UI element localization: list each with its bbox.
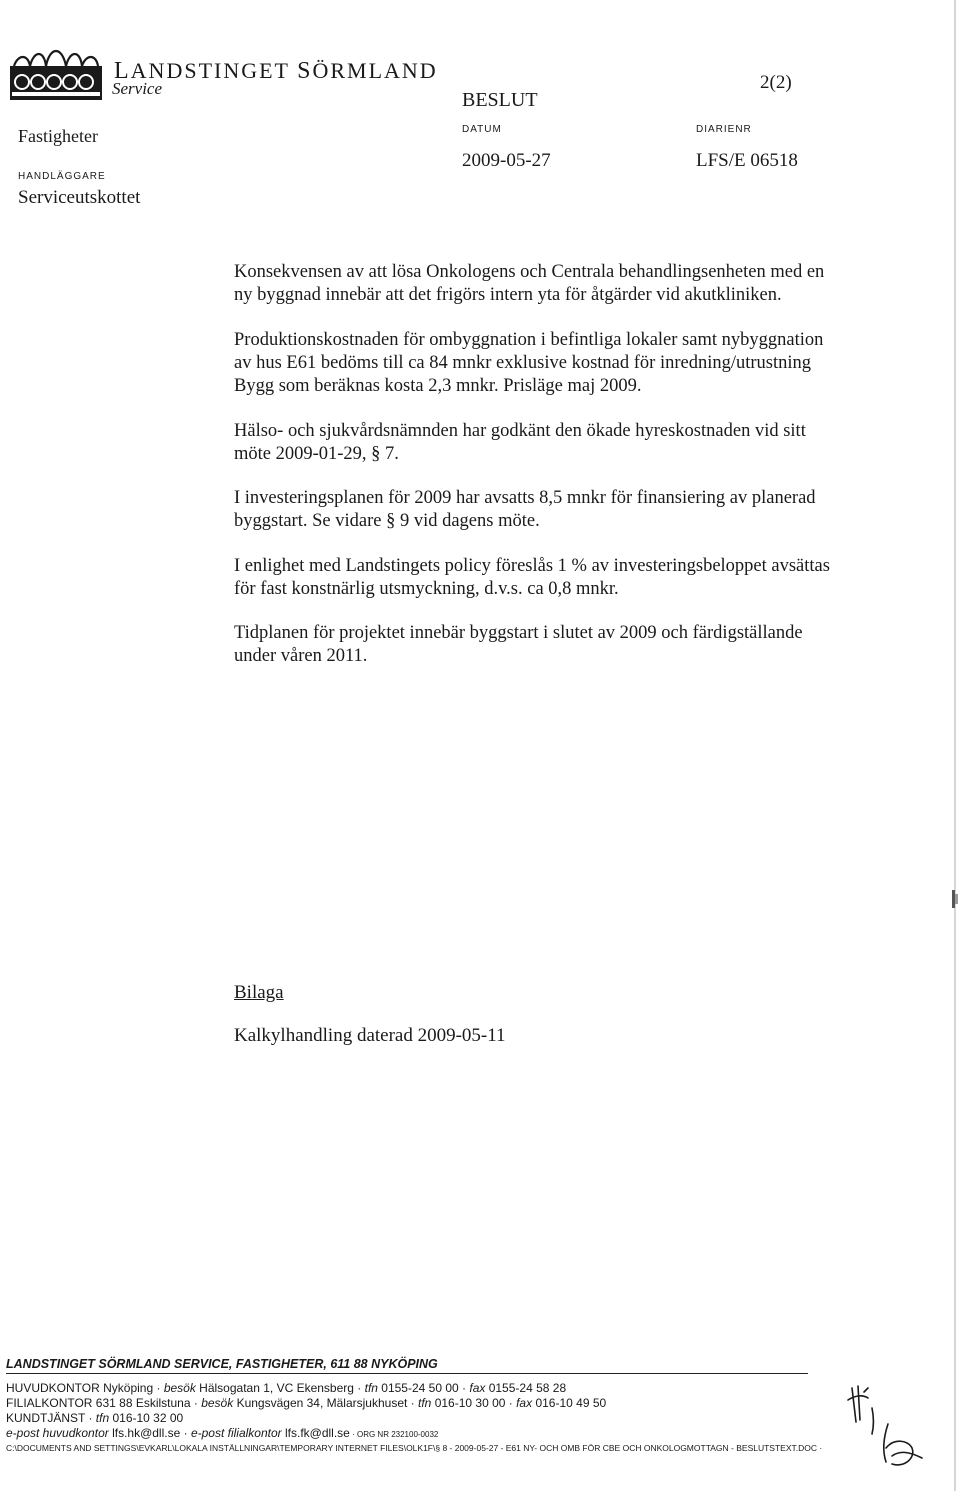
text-line: Bygg som beräknas kosta 2,3 mnkr. Prisläge maj 2009. (234, 376, 642, 396)
handlaggare: Serviceutskottet (18, 187, 141, 208)
text-line: av hus E61 bedöms till ca 84 mnkr exklusive kostnad för inredning/utrustning (234, 353, 812, 373)
text-line: Tidplanen för projektet innebär byggstart i slutet av 2009 och färdigställande (234, 623, 803, 643)
attachment-item: Kalkylhandling daterad 2009-05-11 (234, 1025, 506, 1046)
diarie-label: DIARIENR (696, 124, 752, 135)
text-line: ny byggnad innebär att det frigörs intern yta för åtgärder vid akutkliniken. (234, 285, 782, 305)
paragraph-art-policy (234, 555, 874, 601)
diary-number: LFS/E 06518 (696, 150, 798, 171)
footer-email: e-post huvudkontor lfs.hk@dll.se · e-post filialkontor lfs.fk@dll.se · ORG NR 232100-0032 (6, 1426, 439, 1440)
department: Fastigheter (18, 126, 98, 146)
footer-branch-office: FILIALKONTOR 631 88 Eskilstuna · besök Kungsvägen 34, Mälarsjukhuset · tfn 016-10 30 00 · fax 016-10 49 50 (6, 1396, 607, 1410)
paragraph-consequence (234, 261, 874, 307)
paragraph-timeline (234, 622, 874, 668)
scan-mark (952, 890, 958, 908)
text-line: under våren 2011. (234, 646, 368, 666)
text-line: möte 2009-01-29, § 7. (234, 444, 399, 464)
handwritten-initials-icon (838, 1378, 928, 1474)
text-line: I investeringsplanen för 2009 har avsatts 8,5 mnkr för finansiering av planerad (234, 488, 816, 508)
text-line: för fast konstnärlig utsmyckning, d.v.s. ca 0,8 mnkr. (234, 579, 619, 599)
crown-logo-icon (8, 46, 104, 102)
attachment-heading: Bilaga (234, 982, 284, 1003)
footer-customer-service: KUNDTJÄNST · tfn 016-10 32 00 (6, 1411, 184, 1425)
handlaggare-label: HANDLÄGGARE (18, 171, 106, 182)
text-line: I enlighet med Landstingets policy föreslås 1 % av investeringsbeloppet avsättas (234, 556, 830, 576)
text-line: Hälso- och sjukvårdsnämnden har godkänt den ökade hyreskostnaden vid sitt (234, 421, 806, 441)
page-number: 2(2) (760, 72, 792, 93)
paragraph-investment-plan (234, 487, 874, 533)
paragraph-production-cost (234, 329, 874, 398)
datum-label: DATUM (462, 124, 502, 135)
text-line: Produktionskostnaden för ombyggnation i befintliga lokaler samt nybyggnation (234, 330, 824, 350)
footer-divider (6, 1373, 808, 1374)
text-line: byggstart. Se vidare § 9 vid dagens möte. (234, 511, 540, 531)
paragraph-health-board (234, 420, 874, 466)
organization-name: LANDSTINGET SÖRMLAND (114, 58, 438, 84)
document-date: 2009-05-27 (462, 150, 551, 171)
footer-title: LANDSTINGET SÖRMLAND SERVICE, FASTIGHETER, 611 88 NYKÖPING (6, 1357, 438, 1371)
organization-subtitle: Service (112, 79, 163, 98)
page-edge (954, 0, 956, 1491)
footer-main-office: HUVUDKONTOR Nyköping · besök Hälsogatan 1, VC Ekensberg · tfn 0155-24 50 00 · fax 0155-24 58 28 (6, 1381, 567, 1395)
document-type: BESLUT (462, 89, 538, 111)
text-line: Konsekvensen av att lösa Onkologens och Centrala behandlingsenheten med en (234, 262, 825, 282)
footer-file-path: C:\DOCUMENTS AND SETTINGS\EVKARL\LOKALA INSTÄLLNINGAR\TEMPORARY INTERNET FILES\OLK1F\§ 8 - 2009-05-27 - E61 NY- OCH OMB FÖR CBE OCH ONKOLOGMOTTAGN - BESLUTSTEXT.DOC · (6, 1443, 823, 1453)
